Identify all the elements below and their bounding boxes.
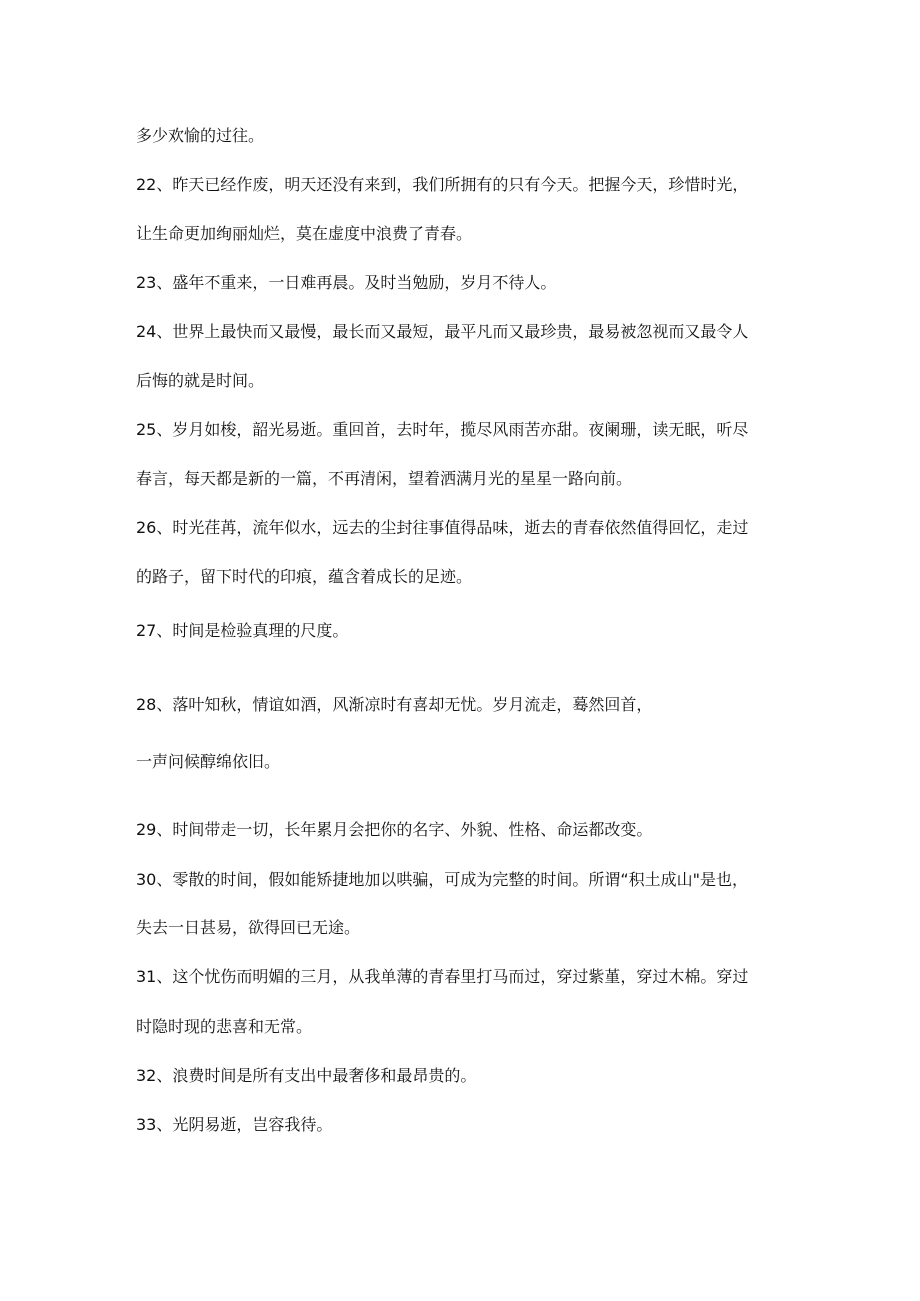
text-line-6: 后悔的就是时间。: [136, 371, 265, 390]
text-line-17: 31、这个忧伤而明媚的三月，从我单薄的青春里打马而过，穿过紫堇，穿过木棉。穿过: [136, 967, 749, 986]
text-line-2: 22、昨天已经作废，明天还没有来到，我们所拥有的只有今天。把握今天，珍惜时光，: [136, 175, 749, 194]
text-line-20: 33、光阴易逝，岂容我待。: [136, 1115, 333, 1134]
text-line-10: 的路子，留下时代的印痕，蕴含着成长的足迹。: [136, 567, 473, 586]
text-line-8: 春言，每天都是新的一篇，不再清闲，望着洒满月光的星星一路向前。: [136, 469, 633, 488]
text-line-9: 26、时光荏苒，流年似水，远去的尘封往事值得品味，逝去的青春依然值得回忆，走过: [136, 518, 749, 537]
text-line-19: 32、浪费时间是所有支出中最奢侈和最昂贵的。: [136, 1066, 477, 1085]
text-line-7: 25、岁月如梭，韶光易逝。重回首，去时年，揽尽风雨苦亦甜。夜阑珊，读无眠，听尽: [136, 420, 749, 439]
text-line-12: 28、落叶知秋，情谊如酒，风渐凉时有喜却无忧。岁月流走，蓦然回首，: [136, 695, 653, 714]
text-line-1: 多少欢愉的过往。: [136, 126, 265, 145]
text-line-15: 30、零散的时间，假如能矫捷地加以哄骗，可成为完整的时间。所谓“积土成山"是也，: [136, 870, 749, 889]
text-line-13: 一声问候醇绵依旧。: [136, 752, 281, 771]
text-line-14: 29、时间带走一切，长年累月会把你的名字、外貌、性格、命运都改变。: [136, 820, 653, 839]
text-line-5: 24、世界上最快而又最慢，最长而又最短，最平凡而又最珍贵，最易被忽视而又最令人: [136, 322, 749, 341]
text-line-3: 让生命更加绚丽灿烂，莫在虚度中浪费了青春。: [136, 224, 473, 243]
text-line-4: 23、盛年不重来，一日难再晨。及时当勉励，岁月不待人。: [136, 273, 557, 292]
text-line-18: 时隐时现的悲喜和无常。: [136, 1017, 313, 1036]
text-line-11: 27、时间是检验真理的尺度。: [136, 621, 349, 640]
text-line-16: 失去一日甚易，欲得回已无途。: [136, 918, 361, 937]
